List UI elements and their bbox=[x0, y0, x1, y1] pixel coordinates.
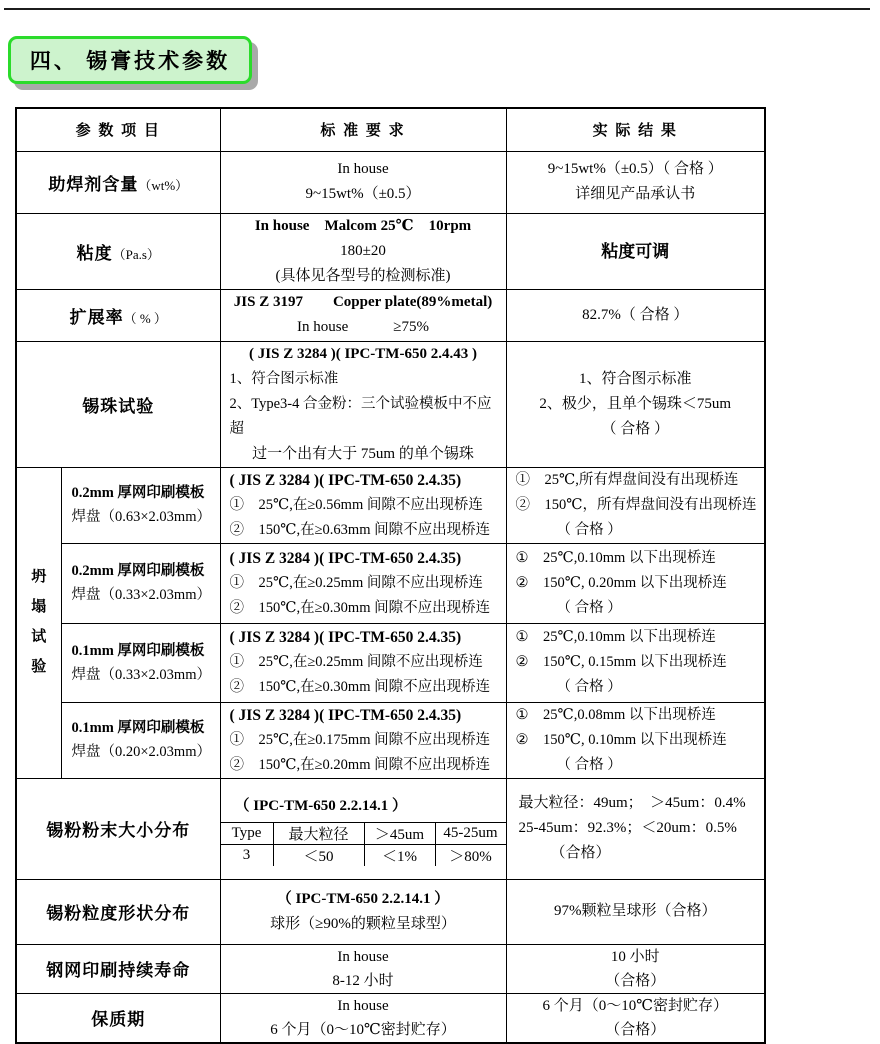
std-line: In house bbox=[337, 997, 389, 1014]
result-line: ② 150℃, 0.15mm 以下出现桥连 bbox=[515, 654, 727, 670]
result-line: （ 合格 ） bbox=[556, 599, 622, 616]
column-header-result: 实 际 结 果 bbox=[506, 108, 765, 151]
stencil-cell bbox=[61, 623, 220, 702]
result-line: （合格） bbox=[550, 845, 611, 861]
std-line: ① 25℃,在≥0.175mm 间隙不应出现桥连 bbox=[229, 731, 491, 748]
param-name: 钢网印刷持续寿命 bbox=[46, 961, 191, 980]
param-name: 锡粉粒度形状分布 bbox=[46, 904, 191, 923]
result-line: （ 合格 ） bbox=[556, 756, 622, 773]
result-line: （合格） bbox=[605, 1021, 666, 1038]
result-line: 9~15wt%（±0.5）（ 合格 ） bbox=[547, 161, 723, 177]
standard-cell bbox=[220, 289, 506, 341]
std-line: In house bbox=[337, 161, 389, 177]
std-line: 过一个出有大于 75um 的单个锡珠 bbox=[252, 445, 474, 462]
result-line: 10 小时 bbox=[610, 948, 660, 965]
result-line: ① 25℃,0.10mm 以下出现桥连 bbox=[515, 629, 716, 645]
std-line: In house ≥75% bbox=[297, 319, 429, 335]
table-row-spread-rate bbox=[16, 289, 765, 341]
std-header-line: ( JIS Z 3284 )( IPC-TM-650 2.4.35) bbox=[229, 549, 462, 567]
table-row-flux-content bbox=[16, 151, 765, 213]
powder-size-subtable bbox=[221, 791, 506, 866]
param-unit: （wt%） bbox=[138, 177, 189, 193]
result-cell bbox=[506, 623, 765, 702]
stencil-cell bbox=[61, 467, 220, 543]
std-header-line: ( JIS Z 3284 )( IPC-TM-650 2.4.35) bbox=[229, 471, 462, 489]
standard-cell bbox=[220, 151, 506, 213]
result-line: 82.7%（ 合格 ） bbox=[582, 306, 689, 323]
result-line: ② 150℃, 0.20mm 以下出现桥连 bbox=[515, 574, 727, 591]
result-line: ① 25℃,0.10mm 以下出现桥连 bbox=[515, 549, 716, 566]
std-line: ② 150℃,在≥0.30mm 间隙不应出现桥连 bbox=[229, 679, 491, 695]
standard-cell bbox=[220, 341, 506, 467]
subtable-value: ＜1% bbox=[365, 844, 436, 866]
result-cell bbox=[506, 213, 765, 289]
result-cell bbox=[506, 944, 765, 993]
std-line: ① 25℃,在≥0.25mm 间隙不应出现桥连 bbox=[229, 654, 483, 670]
param-unit: （Pa.s） bbox=[112, 246, 160, 262]
param-cell bbox=[16, 778, 220, 879]
subtable-value: ＜50 bbox=[274, 844, 365, 866]
subtable-header: 45-25um bbox=[443, 825, 498, 841]
table-row-shelf-life bbox=[16, 993, 765, 1043]
param-cell bbox=[16, 289, 220, 341]
subtable-title: （ IPC-TM-650 2.2.14.1 ） bbox=[221, 791, 506, 823]
result-line: 最大粒径：49um； ＞45um：0.4% bbox=[518, 795, 746, 811]
subtable-header: 最大粒径 bbox=[274, 823, 365, 844]
param-name: 锡粉粉末大小分布 bbox=[46, 821, 191, 840]
result-cell bbox=[506, 702, 765, 778]
std-header-line: ( JIS Z 3284 )( IPC-TM-650 2.4.35) bbox=[229, 706, 462, 724]
table-row-viscosity bbox=[16, 213, 765, 289]
result-line: （合格） bbox=[605, 972, 666, 989]
std-header-line: ( JIS Z 3284 )( IPC-TM-650 2.4.43 ) bbox=[249, 345, 477, 362]
table-row-solder-ball-test bbox=[16, 341, 765, 467]
stencil-line: 0.1mm 厚网印刷模板 bbox=[71, 720, 205, 736]
param-name: 保质期 bbox=[91, 1010, 146, 1030]
std-line: 1、符合图示标准 bbox=[229, 370, 339, 387]
result-line: 详细见产品承认书 bbox=[575, 186, 696, 202]
result-cell bbox=[506, 151, 765, 213]
std-line: ① 25℃,在≥0.25mm 间隙不应出现桥连 bbox=[229, 574, 483, 591]
stencil-line: 0.1mm 厚网印刷模板 bbox=[71, 642, 205, 659]
section-title-box bbox=[8, 36, 252, 84]
param-cell bbox=[16, 213, 220, 289]
param-name: 锡珠试验 bbox=[82, 396, 155, 416]
std-line: ① 25℃,在≥0.56mm 间隙不应出现桥连 bbox=[229, 496, 483, 513]
param-name: 扩展率 bbox=[69, 307, 124, 327]
table-row-slump-1 bbox=[16, 467, 765, 543]
result-line: ① 25℃,0.08mm 以下出现桥连 bbox=[515, 706, 716, 723]
stencil-line: 焊盘（0.63×2.03mm） bbox=[71, 509, 211, 525]
standard-cell bbox=[220, 944, 506, 993]
vertical-label-char: 验 bbox=[31, 659, 47, 675]
result-line: （ 合格 ） bbox=[556, 521, 622, 538]
param-cell bbox=[16, 341, 220, 467]
parameters-table bbox=[15, 107, 766, 1044]
result-line: 2、极少，且单个锡珠＜75um bbox=[539, 395, 732, 412]
vertical-label-char: 塌 bbox=[31, 599, 47, 615]
std-line: 6 个月（0～10℃密封贮存） bbox=[270, 1021, 456, 1038]
standard-cell bbox=[220, 879, 506, 944]
stencil-line: 焊盘（0.33×2.03mm） bbox=[71, 587, 211, 603]
standard-cell bbox=[220, 467, 506, 543]
page-top-rule bbox=[4, 8, 870, 10]
standard-cell bbox=[220, 623, 506, 702]
std-header-line: （ IPC-TM-650 2.2.14.1 ） bbox=[276, 890, 450, 907]
standard-cell bbox=[220, 213, 506, 289]
subtable-value: 3 bbox=[221, 844, 274, 866]
table-row-powder-size bbox=[16, 778, 765, 879]
std-header-line: ( JIS Z 3284 )( IPC-TM-650 2.4.35) bbox=[229, 629, 462, 646]
result-line: ② 150℃，所有焊盘间没有出现桥连 bbox=[515, 496, 757, 513]
result-line: 97%颗粒呈球形（合格） bbox=[554, 903, 717, 919]
std-line: 8-12 小时 bbox=[332, 972, 394, 989]
standard-cell bbox=[220, 702, 506, 778]
subtable-header: Type bbox=[221, 823, 274, 844]
std-line: 9~15wt%（±0.5） bbox=[305, 186, 421, 202]
param-name: 粘度 bbox=[76, 243, 113, 263]
section-title: 四、 锡膏技术参数 bbox=[29, 49, 231, 73]
result-line: 6 个月（0～10℃密封贮存） bbox=[542, 997, 729, 1014]
standard-cell bbox=[220, 543, 506, 623]
table-row-stencil-life bbox=[16, 944, 765, 993]
stencil-line: 焊盘（0.20×2.03mm） bbox=[71, 744, 211, 760]
result-cell bbox=[506, 341, 765, 467]
std-line: ② 150℃,在≥0.20mm 间隙不应出现桥连 bbox=[229, 756, 491, 773]
std-line: 2、Type3-4 合金粉：三个试验模板中不应超 bbox=[229, 395, 492, 437]
column-header-standard: 标 准 要 求 bbox=[220, 108, 506, 151]
std-line: 球形（≥90%的颗粒呈球型） bbox=[270, 915, 456, 932]
vertical-label-char: 试 bbox=[31, 629, 47, 645]
result-line: （ 合格 ） bbox=[601, 420, 669, 437]
stencil-line: 焊盘（0.33×2.03mm） bbox=[71, 666, 211, 683]
vertical-label-char: 坍 bbox=[31, 569, 47, 585]
result-line: 25-45um：92.3%；＜20um：0.5% bbox=[518, 820, 737, 836]
table-row-slump-4 bbox=[16, 702, 765, 778]
result-cell bbox=[506, 778, 765, 879]
param-cell bbox=[16, 944, 220, 993]
subtable-grid bbox=[221, 823, 506, 866]
standard-cell bbox=[220, 778, 506, 879]
column-header-param: 参 数 项 目 bbox=[16, 108, 220, 151]
std-line: ② 150℃,在≥0.30mm 间隙不应出现桥连 bbox=[229, 599, 491, 616]
std-line: ② 150℃,在≥0.63mm 间隙不应出现桥连 bbox=[229, 521, 491, 538]
table-row-slump-3 bbox=[16, 623, 765, 702]
param-name: 助焊剂含量 bbox=[48, 174, 139, 194]
result-cell bbox=[506, 993, 765, 1043]
result-line: ① 25℃,所有焊盘间没有出现桥连 bbox=[515, 471, 739, 488]
result-cell bbox=[506, 879, 765, 944]
std-header-line: In house Malcom 25℃ 10rpm bbox=[254, 217, 472, 234]
header-row bbox=[16, 108, 765, 151]
param-unit: （ % ） bbox=[123, 310, 167, 326]
std-line: (具体见各型号的检测标准) bbox=[275, 267, 451, 284]
slump-test-vertical-label bbox=[16, 467, 61, 778]
std-header-line: JIS Z 3197 Copper plate(89%metal) bbox=[233, 294, 493, 310]
result-cell bbox=[506, 467, 765, 543]
result-cell bbox=[506, 289, 765, 341]
param-cell bbox=[16, 993, 220, 1043]
result-cell bbox=[506, 543, 765, 623]
result-line: ② 150℃, 0.10mm 以下出现桥连 bbox=[515, 731, 727, 748]
result-line: 1、符合图示标准 bbox=[578, 370, 692, 387]
standard-cell bbox=[220, 993, 506, 1043]
subtable-value: ＞80% bbox=[436, 844, 506, 866]
param-cell bbox=[16, 879, 220, 944]
std-line: 180±20 bbox=[340, 242, 386, 259]
table-row-slump-2 bbox=[16, 543, 765, 623]
param-cell bbox=[16, 151, 220, 213]
table-row-powder-shape bbox=[16, 879, 765, 944]
stencil-line: 0.2mm 厚网印刷模板 bbox=[71, 485, 205, 501]
std-line: In house bbox=[337, 948, 389, 965]
subtable-header: ＞45um bbox=[365, 823, 436, 844]
result-line: （ 合格 ） bbox=[556, 679, 622, 695]
stencil-line: 0.2mm 厚网印刷模板 bbox=[71, 563, 205, 579]
result-line: 粘度可调 bbox=[601, 241, 670, 261]
stencil-cell bbox=[61, 543, 220, 623]
stencil-cell bbox=[61, 702, 220, 778]
